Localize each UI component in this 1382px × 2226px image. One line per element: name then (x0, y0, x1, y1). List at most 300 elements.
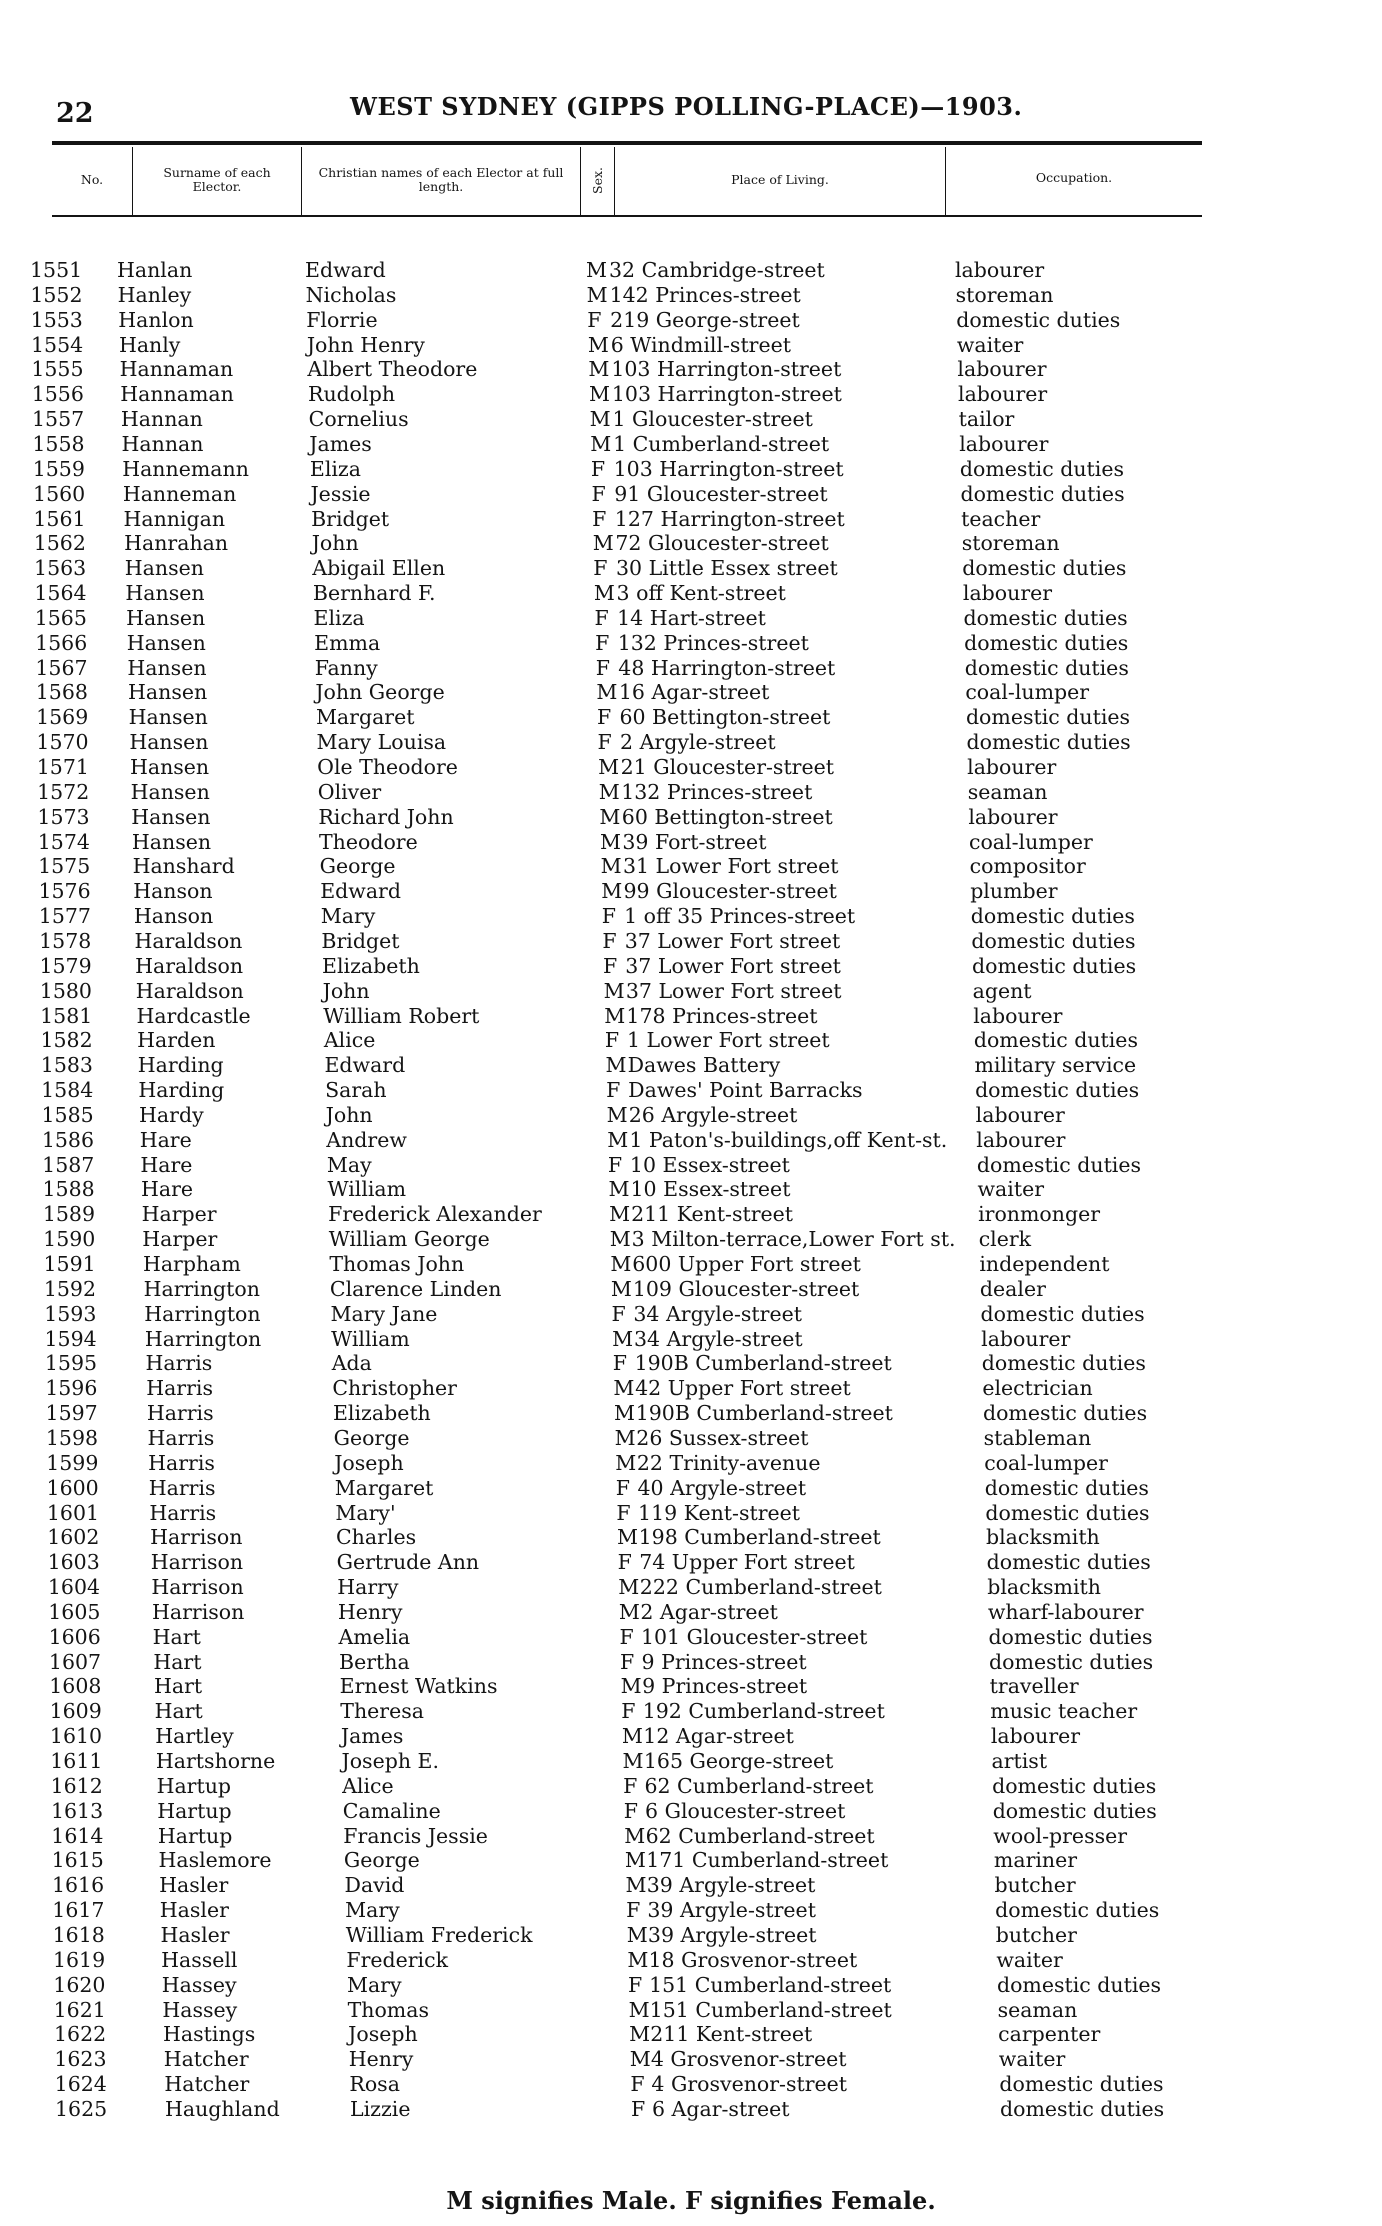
cell-no: 1571 (36, 755, 89, 779)
cell-surname: Hartshorne (155, 1749, 276, 1773)
cell-sex: M (593, 581, 615, 606)
cell-surname: Hatcher (163, 2047, 249, 2072)
cell-no: 1590 (43, 1227, 96, 1252)
cell-occupation: seaman (997, 1997, 1078, 2022)
cell-no: 1555 (31, 357, 84, 382)
cell-place: 109 Gloucester-street (632, 1276, 860, 1301)
cell-surname: Harris (148, 1450, 215, 1475)
header-sex-label: Sex. (589, 166, 605, 194)
cell-occupation: military service (974, 1053, 1137, 1078)
cell-sex: F (597, 730, 612, 755)
cell-occupation: waiter (996, 1947, 1063, 1972)
cell-surname: Hassey (161, 1972, 237, 1997)
cell-surname: Hansen (131, 829, 212, 854)
table-row (0, 1451, 1382, 1476)
cell-place: 1 Gloucester-street (612, 407, 813, 432)
cell-no: 1601 (46, 1500, 100, 1525)
cell-no: 1556 (31, 382, 84, 407)
cell-occupation: plumber (970, 879, 1058, 904)
table-row (0, 606, 1382, 631)
cell-christian: Mary Jane (330, 1301, 438, 1326)
cell-place: 18 Grosvenor-street (648, 1947, 858, 1972)
cell-occupation: coal-lumper (984, 1450, 1108, 1475)
cell-place: 103 Harrington-street (613, 456, 844, 481)
cell-no: 1606 (48, 1624, 101, 1649)
cell-occupation: teacher (961, 506, 1041, 531)
cell-surname: Harrington (143, 1276, 260, 1301)
table-row (0, 258, 1382, 283)
cell-occupation: domestic duties (988, 1624, 1153, 1649)
table-row (0, 1004, 1382, 1029)
cell-surname: Harrington (144, 1326, 262, 1351)
cell-occupation: domestic duties (995, 1898, 1160, 1923)
cell-no: 1566 (35, 630, 88, 655)
cell-sex: M (589, 407, 611, 432)
cell-sex: M (589, 382, 611, 407)
cell-occupation: labourer (962, 581, 1053, 606)
cell-christian: William (327, 1177, 407, 1202)
cell-occupation: domestic duties (975, 1078, 1140, 1103)
table-row (0, 1973, 1382, 1998)
cell-occupation: domestic duties (992, 1798, 1157, 1823)
cell-place: 62 Cumberland-street (645, 1823, 875, 1848)
cell-occupation: wool-presser (993, 1823, 1128, 1848)
cell-place: 62 Cumberland-street (644, 1773, 874, 1798)
cell-place: 39 Argyle-street (647, 1922, 817, 1947)
cell-no: 1565 (34, 605, 87, 630)
cell-occupation: domestic duties (970, 904, 1135, 929)
cell-surname: Harrison (151, 1575, 244, 1600)
cell-sex: F (615, 1475, 631, 1500)
cell-place: 2 Agar-street (640, 1599, 778, 1624)
table-row (0, 2072, 1382, 2097)
cell-occupation: independent (979, 1252, 1110, 1276)
table-row (0, 283, 1382, 308)
cell-christian: George (333, 1425, 410, 1450)
table-row (0, 656, 1382, 681)
cell-no: 1618 (52, 1922, 105, 1947)
cell-occupation: seaman (967, 779, 1048, 804)
cell-christian: Nicholas (305, 282, 397, 307)
cell-christian: Alice (323, 1028, 376, 1053)
cell-surname: Hannan (120, 407, 203, 432)
table-row (0, 1749, 1382, 1774)
table-row (0, 1252, 1382, 1277)
cell-occupation: domestic duties (964, 655, 1129, 680)
cell-occupation: traveller (989, 1674, 1079, 1699)
cell-occupation: wharf-labourer (987, 1599, 1144, 1624)
cell-place: 32 Cambridge-street (609, 258, 825, 282)
cell-sex: M (603, 978, 625, 1003)
cell-no: 1557 (32, 407, 85, 432)
cell-no: 1587 (42, 1152, 95, 1177)
cell-surname: Hanly (118, 332, 181, 357)
cell-christian: William George (328, 1227, 490, 1252)
table-row (0, 531, 1382, 556)
cell-no: 1611 (50, 1749, 103, 1773)
cell-surname: Hansen (131, 804, 211, 829)
cell-sex: F (617, 1550, 632, 1575)
cell-place: 48 Harrington-street (618, 655, 836, 680)
cell-sex: M (624, 1848, 646, 1873)
cell-christian: Gertrude Ann (336, 1550, 480, 1575)
cell-sex: M (629, 2022, 651, 2047)
cell-no: 1594 (44, 1326, 97, 1351)
cell-occupation: domestic duties (959, 456, 1124, 481)
cell-sex: M (588, 357, 610, 382)
cell-christian: Bridget (311, 506, 390, 531)
cell-no: 1599 (46, 1450, 99, 1475)
cell-surname: Hanson (133, 904, 214, 929)
cell-surname: Hansen (128, 705, 208, 730)
cell-surname: Hare (139, 1127, 192, 1152)
cell-place: 151 Cumberland-street (649, 1997, 892, 2022)
table-row (0, 2097, 1382, 2122)
cell-place: 42 Upper Fort street (635, 1376, 851, 1401)
cell-no: 1561 (33, 506, 86, 531)
cell-christian: Lizzie (350, 2096, 411, 2121)
cell-no: 1620 (53, 1972, 106, 1997)
cell-surname: Hasler (159, 1873, 229, 1898)
cell-surname: Haraldson (135, 953, 244, 978)
cell-occupation: domestic duties (964, 630, 1129, 655)
table-row (0, 1053, 1382, 1078)
cell-no: 1613 (50, 1798, 104, 1823)
table-row (0, 1650, 1382, 1675)
table-row (0, 1550, 1382, 1575)
table-row (0, 357, 1382, 382)
table-row (0, 1351, 1382, 1376)
table-row (0, 382, 1382, 407)
cell-sex: M (586, 258, 607, 282)
cell-sex: M (615, 1450, 637, 1475)
cell-place: 6 Windmill-street (610, 332, 791, 357)
cell-surname: Hartup (157, 1798, 232, 1823)
cell-sex: F (623, 1798, 638, 1823)
cell-no: 1567 (35, 655, 88, 680)
cell-surname: Hansen (126, 605, 206, 630)
cell-occupation: domestic duties (982, 1401, 1148, 1426)
cell-sex: M (596, 680, 618, 705)
cell-no: 1572 (37, 779, 90, 804)
cell-surname: Hastings (163, 2022, 256, 2047)
cell-place: 600 Upper Fort street (632, 1252, 861, 1276)
cell-christian: Jessie (310, 481, 371, 506)
cell-occupation: domestic duties (972, 953, 1137, 978)
cell-no: 1582 (40, 1028, 93, 1053)
table-row (0, 854, 1382, 879)
header-surname: Surname of each Elector. (163, 165, 271, 194)
cell-christian: Mary (320, 904, 376, 929)
table-row (0, 457, 1382, 482)
cell-place: 16 Agar-street (618, 680, 770, 705)
cell-place: 39 Argyle-street (647, 1898, 816, 1923)
cell-sex: M (608, 1177, 630, 1202)
cell-christian: William Robert (323, 1003, 480, 1028)
cell-no: 1602 (47, 1525, 100, 1550)
cell-no: 1625 (55, 2096, 108, 2121)
cell-surname: Haslemore (158, 1848, 272, 1873)
cell-occupation: labourer (976, 1127, 1066, 1152)
cell-place: 31 Lower Fort street (622, 854, 839, 879)
cell-christian: Eliza (313, 605, 365, 630)
cell-surname: Hassey (162, 1997, 238, 2022)
cell-sex: M (622, 1749, 644, 1773)
cell-christian: Rosa (349, 2072, 400, 2097)
cell-surname: Hasler (160, 1922, 230, 1947)
table-row (0, 705, 1382, 730)
cell-place: 1 Paton's-buildings,off Kent-st. (629, 1127, 948, 1152)
table-row (0, 482, 1382, 507)
cell-sex: M (629, 2047, 651, 2072)
cell-sex: M (627, 1947, 649, 1972)
cell-place: 39 Argyle-street (646, 1873, 816, 1898)
cell-christian: Ole Theodore (317, 755, 458, 779)
cell-no: 1580 (39, 978, 92, 1003)
cell-surname: Hannigan (123, 506, 226, 531)
cell-place: 4 Grosvenor-street (650, 2047, 847, 2072)
cell-christian: Amelia (338, 1624, 411, 1649)
cell-no: 1586 (41, 1127, 94, 1152)
cell-sex: M (607, 1127, 629, 1152)
table-row (0, 1848, 1382, 1873)
cell-sex: F (601, 904, 617, 929)
cell-no: 1564 (34, 581, 87, 606)
cell-no: 1562 (33, 531, 86, 556)
cell-sex: M (598, 779, 620, 804)
table-row (0, 1376, 1382, 1401)
cell-surname: Hanlon (118, 307, 194, 332)
cell-sex: M (626, 1922, 648, 1947)
cell-sex: F (630, 2072, 645, 2097)
cell-occupation: domestic duties (963, 605, 1128, 630)
cell-surname: Hansen (129, 730, 209, 755)
cell-christian: Eliza (309, 456, 361, 481)
cell-surname: Hassell (161, 1947, 238, 1972)
cell-sex: M (614, 1425, 636, 1450)
cell-surname: Hansen (126, 630, 206, 655)
cell-no: 1617 (52, 1898, 105, 1923)
cell-occupation: clerk (978, 1227, 1032, 1252)
cell-christian: James (340, 1724, 404, 1749)
cell-no: 1621 (53, 1997, 106, 2022)
cell-occupation: compositor (969, 854, 1086, 879)
cell-sex: F (623, 1773, 638, 1798)
table-row (0, 1873, 1382, 1898)
cell-christian: Abigail Ellen (312, 556, 446, 581)
cell-surname: Harris (146, 1401, 214, 1426)
table-row (0, 1302, 1382, 1327)
cell-place: 6 Gloucester-street (645, 1798, 846, 1823)
table-row (0, 2047, 1382, 2072)
cell-place: 22 Trinity-avenue (636, 1450, 821, 1475)
cell-christian: May (326, 1152, 372, 1177)
cell-christian: Joseph (334, 1450, 404, 1475)
table-row (0, 1948, 1382, 1973)
cell-surname: Hanley (117, 282, 192, 307)
cell-occupation: domestic duties (960, 481, 1125, 506)
cell-place: 119 Kent-street (638, 1500, 801, 1525)
cell-place: 72 Gloucester-street (615, 531, 829, 556)
cell-sex: F (596, 705, 612, 730)
cell-no: 1591 (43, 1252, 96, 1276)
cell-christian: William Frederick (345, 1922, 533, 1947)
cell-surname: Hartup (157, 1823, 233, 1848)
cell-place: 10 Essex-street (630, 1177, 791, 1202)
table-row (0, 904, 1382, 929)
cell-christian: Ada (331, 1351, 372, 1376)
cell-place: 190B Cumberland-street (634, 1351, 892, 1376)
cell-sex: M (605, 1053, 627, 1078)
table-row (0, 1128, 1382, 1153)
table-row (0, 1202, 1382, 1227)
cell-occupation: labourer (959, 431, 1049, 456)
table-row (0, 730, 1382, 755)
cell-christian: Oliver (317, 779, 382, 804)
cell-surname: Haraldson (135, 978, 244, 1003)
cell-sex: F (607, 1152, 623, 1177)
footnote: M signifies Male. F signifies Female. (446, 2186, 936, 2215)
cell-surname: Harpham (142, 1252, 241, 1276)
header-sex (581, 147, 614, 213)
cell-surname: Harrison (152, 1599, 245, 1624)
cell-occupation: electrician (982, 1376, 1093, 1401)
cell-place: 99 Gloucester-street (623, 879, 837, 904)
cell-surname: Hare (140, 1152, 193, 1177)
cell-sex: M (625, 1873, 647, 1898)
cell-sex: M (624, 1823, 646, 1848)
cell-surname: Hart (154, 1699, 203, 1724)
cell-christian: Elizabeth (322, 953, 420, 978)
table-row (0, 680, 1382, 705)
cell-no: 1570 (36, 730, 89, 755)
cell-christian: George (343, 1848, 420, 1873)
table-row (0, 1898, 1382, 1923)
cell-no: 1615 (51, 1848, 104, 1873)
cell-place: 10 Essex-street (629, 1152, 790, 1177)
cell-occupation: labourer (957, 357, 1047, 382)
cell-place: 4 Grosvenor-street (651, 2072, 848, 2097)
cell-sex: M (586, 282, 608, 307)
cell-surname: Hanrahan (124, 531, 229, 556)
cell-christian: John (322, 978, 370, 1003)
cell-sex: F (626, 1898, 641, 1923)
cell-surname: Harris (145, 1351, 213, 1376)
cell-sex: M (600, 854, 622, 879)
cell-occupation: labourer (981, 1326, 1071, 1351)
cell-sex: M (612, 1326, 634, 1351)
cell-christian: Cornelius (308, 407, 409, 432)
cell-no: 1575 (38, 854, 91, 879)
table-row (0, 1600, 1382, 1625)
cell-place: 39 Fort-street (622, 829, 767, 854)
cell-occupation: carpenter (998, 2022, 1101, 2047)
cell-place: 151 Cumberland-street (649, 1972, 892, 1997)
cell-christian: John George (315, 680, 445, 705)
cell-occupation: domestic duties (962, 556, 1127, 581)
cell-surname: Hart (153, 1674, 203, 1699)
cell-christian: Bertha (339, 1649, 410, 1674)
cell-surname: Hart (152, 1624, 201, 1649)
cell-surname: Hartley (155, 1724, 234, 1749)
cell-occupation: butcher (995, 1922, 1077, 1947)
table-row (0, 1103, 1382, 1128)
cell-no: 1577 (38, 904, 91, 929)
table-row (0, 1625, 1382, 1650)
cell-place: 1 Lower Fort street (627, 1028, 830, 1053)
cell-occupation: labourer (968, 804, 1058, 829)
cell-place: 222 Cumberland-street (639, 1575, 882, 1600)
cell-sex: F (592, 506, 607, 531)
cell-place: 103 Harrington-street (611, 382, 842, 407)
cell-no: 1554 (31, 332, 84, 357)
cell-place: 21 Gloucester-street (620, 755, 834, 779)
cell-occupation: dealer (979, 1276, 1046, 1301)
cell-sex: F (587, 307, 602, 332)
cell-surname: Harris (146, 1376, 213, 1401)
cell-christian: Theodore (318, 829, 418, 854)
cell-no: 1578 (39, 928, 92, 953)
cell-christian: Mary' (335, 1500, 396, 1525)
cell-sex: M (613, 1376, 635, 1401)
cell-christian: John Henry (306, 332, 425, 357)
cell-surname: Hansen (130, 779, 210, 804)
cell-no: 1616 (51, 1873, 105, 1898)
cell-surname: Hanshard (132, 854, 235, 879)
cell-christian: Fanny (314, 655, 378, 680)
table-row (0, 1277, 1382, 1302)
cell-surname: Hansen (124, 556, 204, 581)
cell-christian: Mary Louisa (316, 730, 447, 755)
cell-occupation: labourer (955, 258, 1045, 282)
cell-occupation: domestic duties (989, 1649, 1154, 1674)
cell-place: 132 Princes-street (617, 630, 809, 655)
cell-place: 211 Kent-street (631, 1202, 794, 1227)
cell-place: 3 Milton-terrace,Lower Fort st. (631, 1227, 956, 1252)
table-row (0, 755, 1382, 780)
cell-surname: Harrington (144, 1301, 261, 1326)
cell-no: 1614 (51, 1823, 104, 1848)
cell-place: 127 Harrington-street (614, 506, 845, 531)
table-row (0, 1575, 1382, 1600)
cell-place: 165 George-street (643, 1749, 834, 1773)
cell-occupation: labourer (990, 1724, 1081, 1749)
cell-christian: Mary (345, 1898, 400, 1923)
page-number: 22 (56, 98, 94, 129)
cell-occupation: blacksmith (986, 1525, 1100, 1550)
cell-no: 1559 (32, 456, 85, 481)
table-row (0, 1401, 1382, 1426)
cell-no: 1610 (49, 1724, 103, 1749)
cell-surname: Hartup (156, 1773, 232, 1798)
cell-christian: William (331, 1326, 410, 1351)
header-christian: Christian names of each Elector at full length. (318, 165, 564, 194)
cell-occupation: domestic duties (1000, 2096, 1165, 2121)
cell-christian: Sarah (325, 1078, 387, 1103)
cell-no: 1607 (48, 1649, 102, 1674)
cell-place: 1 Cumberland-street (613, 431, 830, 456)
cell-occupation: coal-lumper (968, 829, 1093, 854)
cell-christian: Thomas John (329, 1252, 465, 1276)
cell-place: 34 Argyle-street (633, 1301, 802, 1326)
table-row (0, 432, 1382, 457)
cell-sex: M (609, 1202, 631, 1227)
cell-sex: M (618, 1575, 640, 1600)
cell-christian: Ernest Watkins (339, 1674, 498, 1699)
cell-place: 211 Kent-street (650, 2022, 813, 2047)
cell-surname: Hatcher (164, 2072, 250, 2097)
cell-christian: George (319, 854, 396, 879)
